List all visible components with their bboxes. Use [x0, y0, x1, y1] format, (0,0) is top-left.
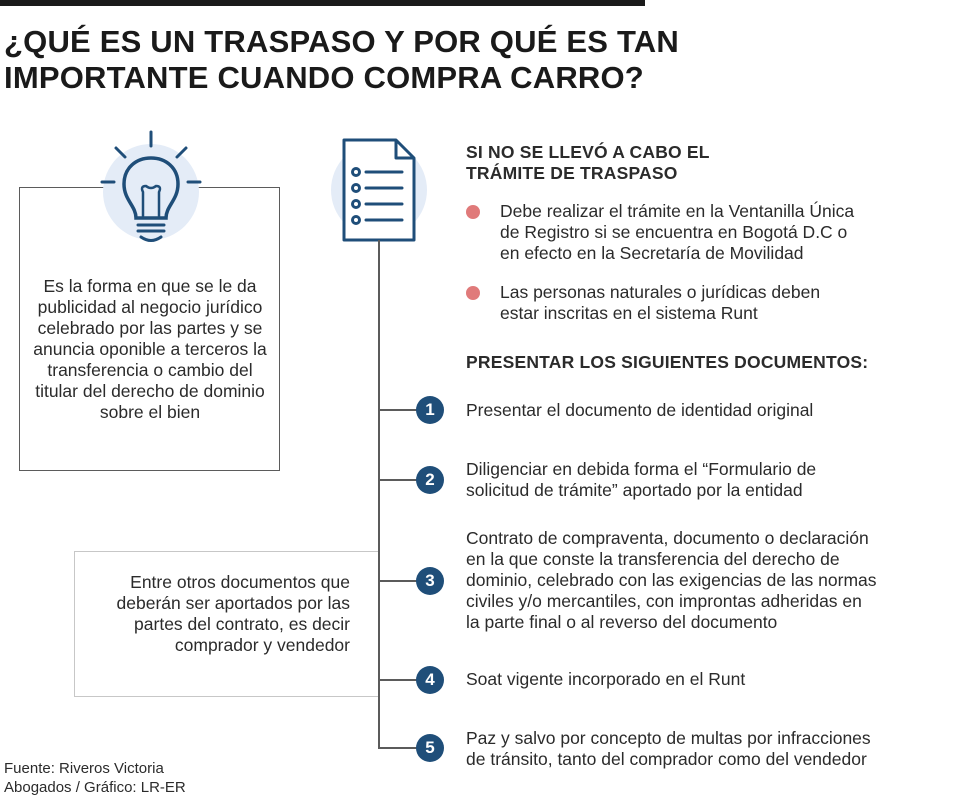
- bullet-dot: [466, 286, 480, 300]
- step-number-badge: 5: [416, 734, 444, 762]
- bullet-item-2: [500, 282, 940, 324]
- step-3-line-2: en la que conste la transferencia del derecho de: [466, 549, 840, 569]
- bullet-2-line-2: estar inscritas en el sistema Runt: [500, 303, 758, 323]
- step-number-badge: 2: [416, 466, 444, 494]
- bullet-2-line-1: Las personas naturales o jurídicas deben: [500, 282, 821, 302]
- step-5-line-2: de tránsito, tanto del comprador como del vendedor: [466, 749, 867, 769]
- step-item-3: [466, 528, 936, 633]
- step-connector: [378, 747, 418, 749]
- bullet-item-1: [500, 201, 940, 264]
- step-connector: [378, 479, 418, 481]
- step-connector: [378, 580, 418, 582]
- step-3-line-4: civiles y/o mercantiles, con improntas adheridas en: [466, 591, 862, 611]
- bullet-dot: [466, 205, 480, 219]
- step-3-line-5: la parte final o al reverso del documento: [466, 612, 778, 632]
- definition-text: Es la forma en que se le da publicidad al negocio jurídico celebrado por las partes y se anuncia oponible a terceros la transferencia o cambio del titular del derecho de dominio sobre el bien: [33, 276, 267, 422]
- top-rule: [0, 0, 645, 6]
- bullet-1-line-3: en efecto en la Secretaría de Movilidad: [500, 243, 804, 263]
- title-line-2: IMPORTANTE CUANDO COMPRA CARRO?: [4, 60, 644, 95]
- step-connector: [378, 679, 418, 681]
- source-line-2: Abogados / Gráfico: LR-ER: [4, 779, 186, 796]
- step-item-5: [466, 728, 936, 770]
- page-title: [4, 24, 679, 96]
- bullet-1-line-1: Debe realizar el trámite en la Ventanilla Única: [500, 201, 855, 221]
- step-item-4: [466, 669, 936, 690]
- step-1-line-1: Presentar el documento de identidad original: [466, 400, 814, 420]
- step-connector: [378, 409, 418, 411]
- documents-heading: PRESENTAR LOS SIGUIENTES DOCUMENTOS:: [466, 352, 869, 372]
- step-5-line-1: Paz y salvo por concepto de multas por infracciones: [466, 728, 871, 748]
- document-list-icon: [324, 128, 434, 248]
- bullet-1-line-2: de Registro si se encuentra en Bogotá D.C o: [500, 222, 848, 242]
- source-line-1: Fuente: Riveros Victoria: [4, 760, 164, 777]
- step-item-1: [466, 400, 936, 421]
- source-credit: [4, 759, 204, 797]
- lightbulb-icon: [96, 130, 206, 248]
- step-2-line-1: Diligenciar en debida forma el “Formulario de: [466, 459, 817, 479]
- step-number-badge: 1: [416, 396, 444, 424]
- step-2-line-2: solicitud de trámite” aportado por la entidad: [466, 480, 803, 500]
- note-text: Entre otros documentos que deberán ser aportados por las partes del contrato, es decir comprador y vendedor: [116, 572, 350, 655]
- step-number-badge: 4: [416, 666, 444, 694]
- step-item-2: [466, 459, 936, 501]
- timeline-line: [378, 240, 380, 748]
- step-3-line-1: Contrato de compraventa, documento o declaración: [466, 528, 869, 548]
- step-3-line-3: dominio, celebrado con las exigencias de las normas: [466, 570, 877, 590]
- step-number-badge: 3: [416, 567, 444, 595]
- section-heading: [466, 142, 710, 184]
- step-4-line-1: Soat vigente incorporado en el Runt: [466, 669, 746, 689]
- section-heading-line-1: SI NO SE LLEVÓ A CABO EL: [466, 142, 710, 162]
- title-line-1: ¿QUÉ ES UN TRASPASO Y POR QUÉ ES TAN: [4, 24, 679, 59]
- section-heading-line-2: TRÁMITE DE TRASPASO: [466, 163, 678, 183]
